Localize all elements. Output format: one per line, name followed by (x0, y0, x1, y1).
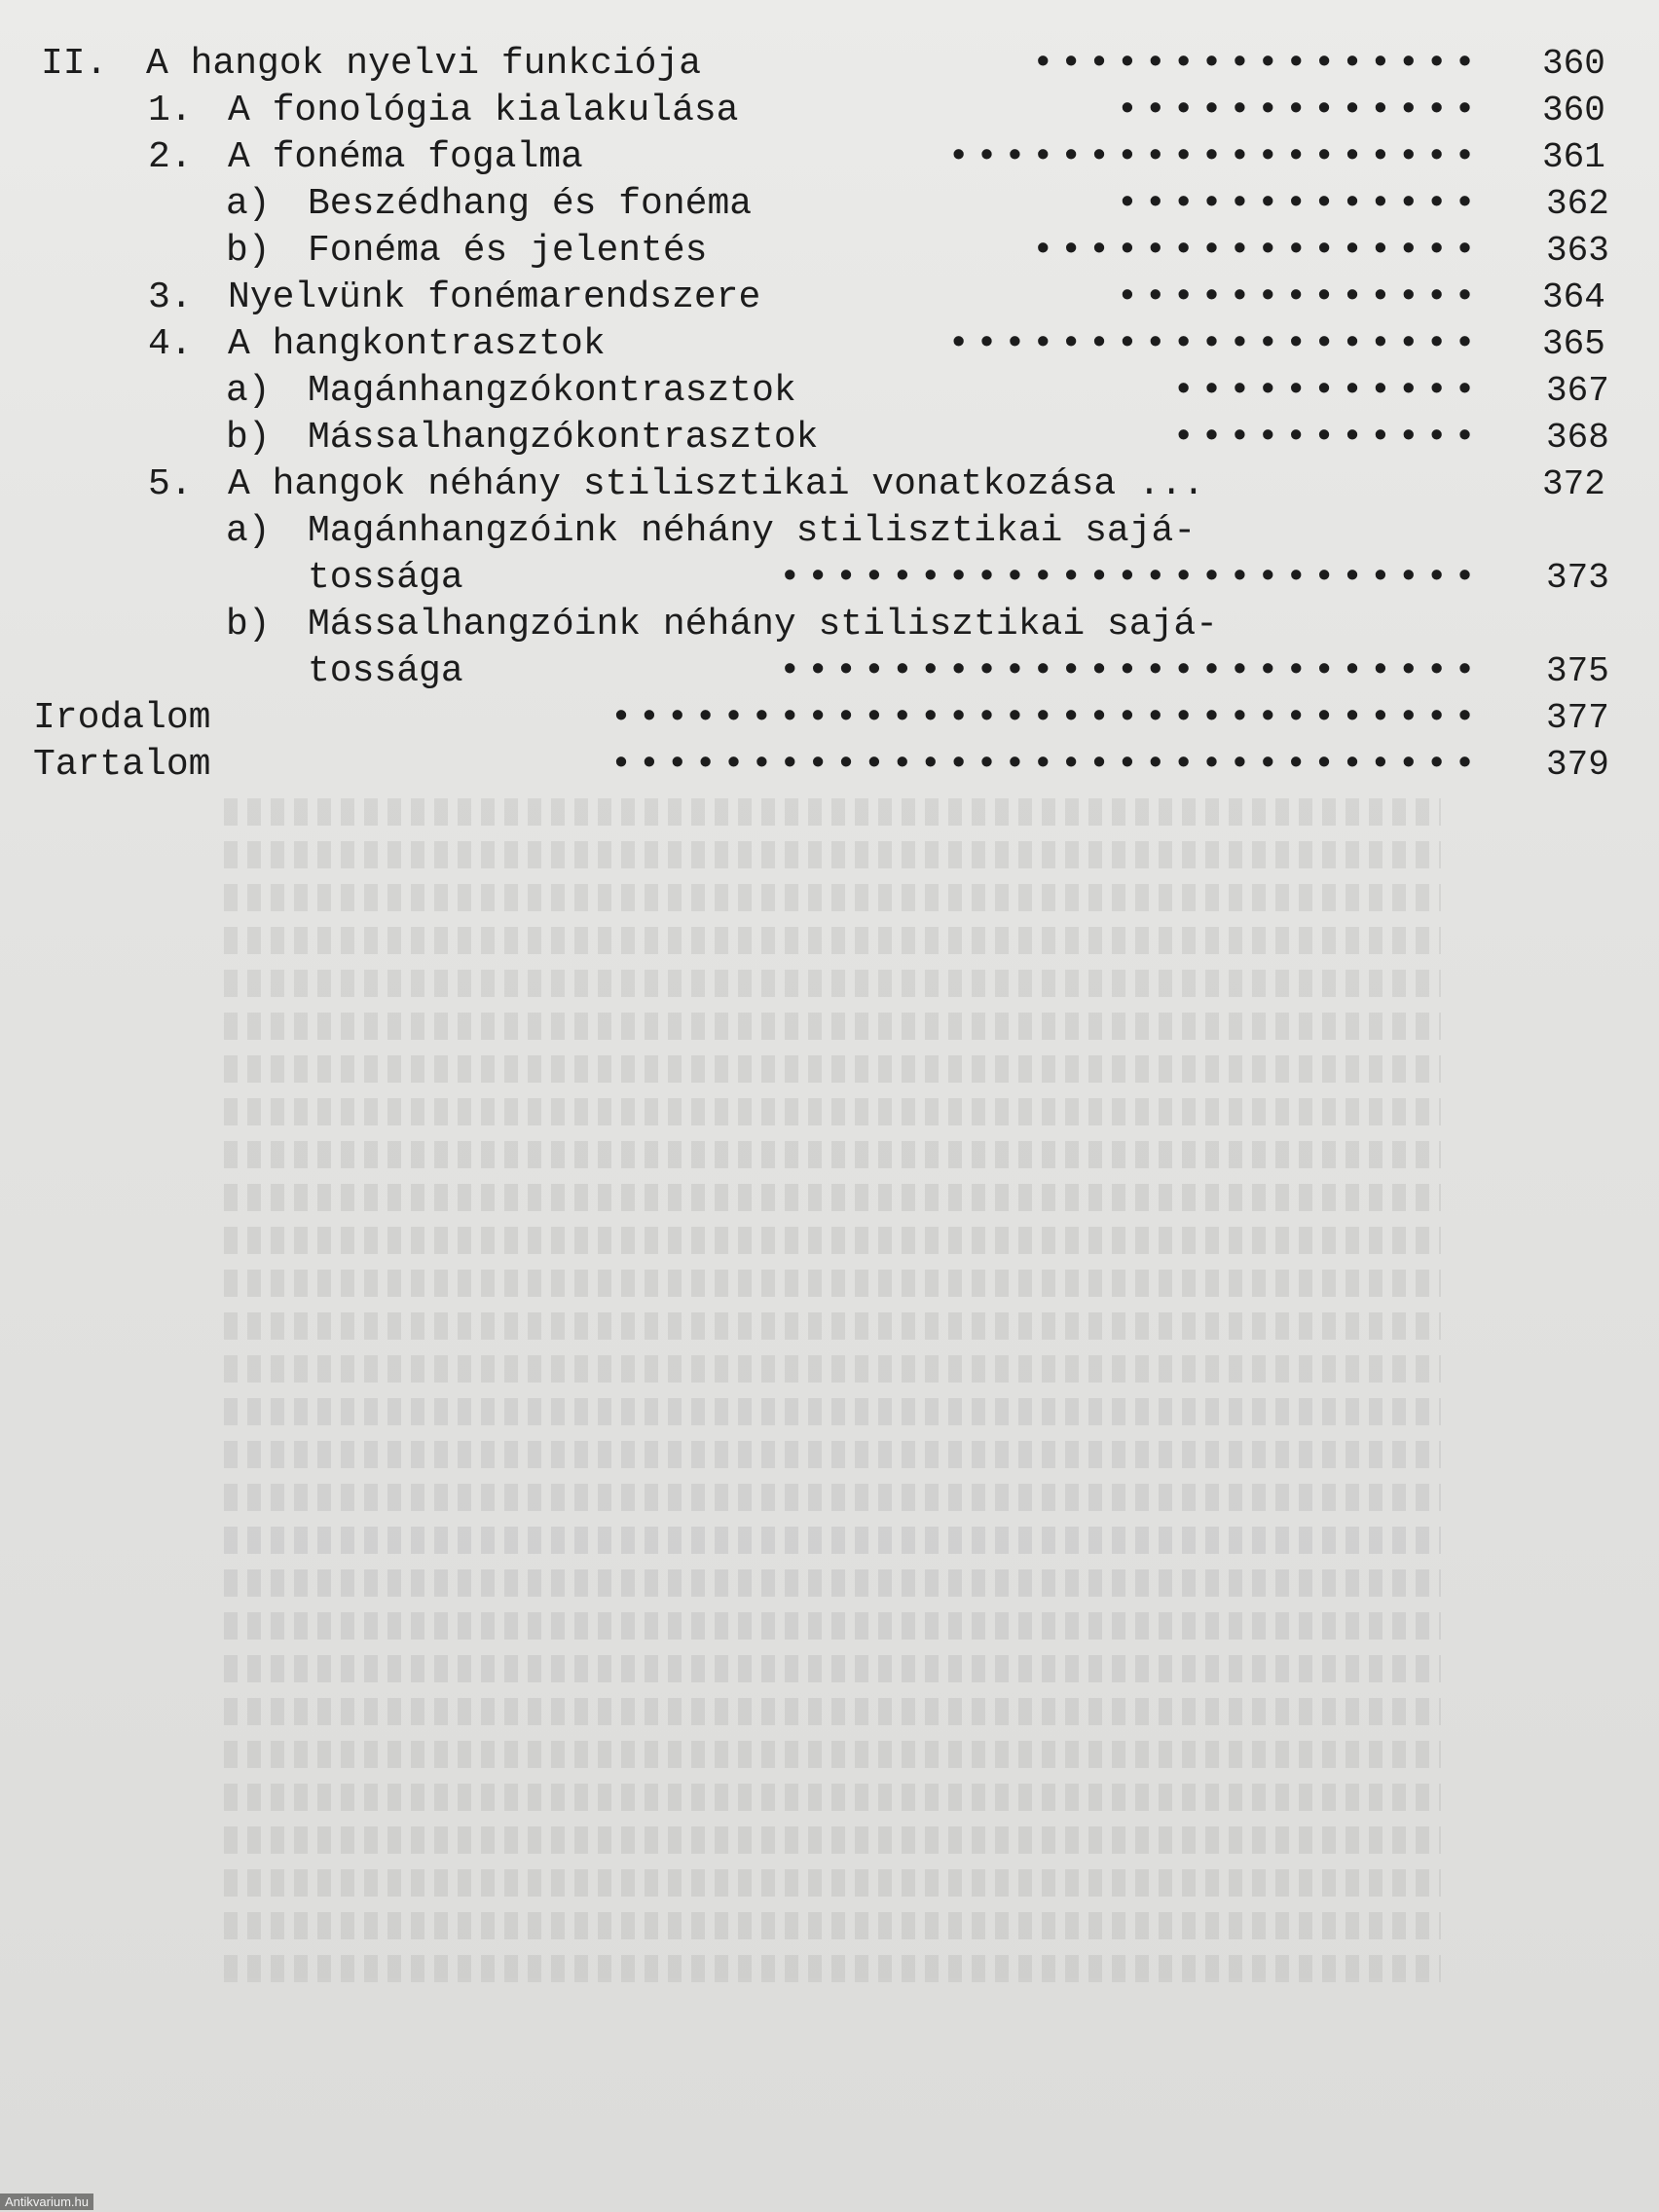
toc-entry (226, 183, 1659, 226)
toc-dot-leader: •••••••••••••••• (1031, 43, 1482, 85)
toc-entry (33, 744, 1659, 787)
toc-entry-number: 2. (148, 136, 193, 178)
show-through-text (224, 798, 1441, 2064)
toc-dot-leader: ••••••••••••••••••• (947, 323, 1482, 365)
toc-entry-number: 3. (148, 276, 193, 318)
toc-dot-leader: ••••••••••••• (1116, 276, 1482, 318)
toc-dot-leader: ••••••••••• (1172, 417, 1482, 459)
toc-entry (226, 230, 1659, 273)
toc-entry-title: Nyelvünk fonémarendszere (228, 276, 761, 318)
toc-entry-title: Magánhangzókontrasztok (308, 370, 796, 412)
toc-entry-title: tossága (308, 650, 463, 692)
toc-entry (148, 136, 1659, 179)
toc-entry (148, 463, 1659, 506)
toc-entry (226, 417, 1659, 460)
toc-dot-leader: ••••••••••••••••••••••••••••••• (609, 697, 1482, 739)
toc-entry-title: Beszédhang és fonéma (308, 183, 753, 225)
toc-entry-page: 361 (1542, 137, 1605, 177)
toc-entry-number: 1. (148, 90, 193, 131)
toc-dot-leader: ••••••••••••••••••••••••• (778, 557, 1482, 599)
toc-entry (148, 90, 1659, 132)
toc-entry-title: A fonéma fogalma (228, 136, 583, 178)
toc-entry-page: 360 (1542, 91, 1605, 130)
toc-entry-title: A hangkontrasztok (228, 323, 606, 365)
toc-entry-page: 375 (1546, 651, 1609, 691)
toc-entry-title: Irodalom (33, 697, 211, 739)
toc-entry-number: a) (226, 370, 271, 412)
toc-entry-number: 5. (148, 463, 193, 505)
toc-entry (226, 557, 1659, 600)
toc-entry (226, 604, 1659, 646)
toc-entry (148, 323, 1659, 366)
toc-entry-title: Mássalhangzókontrasztok (308, 417, 819, 459)
toc-entry (226, 370, 1659, 413)
toc-entry (148, 276, 1659, 319)
toc-entry (33, 697, 1659, 740)
toc-entry-title: tossága (308, 557, 463, 599)
toc-dot-leader: •••••••••••••••• (1031, 230, 1482, 272)
toc-entry-page: 373 (1546, 558, 1609, 598)
toc-entry-title: Mássalhangzóink néhány stilisztikai sajá- (308, 604, 1218, 645)
toc-entry-page: 363 (1546, 231, 1609, 271)
toc-entry-number: a) (226, 510, 271, 552)
toc-entry-number: b) (226, 230, 271, 272)
toc-entry-page: 377 (1546, 698, 1609, 738)
toc-dot-leader: ••••••••••••••••••••••••• (778, 650, 1482, 692)
toc-entry (41, 43, 1659, 86)
toc-entry (226, 650, 1659, 693)
toc-entry-page: 360 (1542, 44, 1605, 84)
toc-dot-leader: ••••••••••••• (1116, 90, 1482, 131)
toc-entry-title: A fonológia kialakulása (228, 90, 739, 131)
toc-entry-title: Tartalom (33, 744, 211, 786)
toc-dot-leader: ••••••••••• (1172, 370, 1482, 412)
toc-entry (226, 510, 1659, 553)
toc-entry-page: 368 (1546, 418, 1609, 458)
toc-entry-title: A hangok nyelvi funkciója (146, 43, 702, 85)
toc-entry-page: 379 (1546, 745, 1609, 785)
toc-entry-number: a) (226, 183, 271, 225)
toc-entry-page: 364 (1542, 277, 1605, 317)
toc-dot-leader: ••••••••••••• (1116, 183, 1482, 225)
toc-entry-page: 367 (1546, 371, 1609, 411)
toc-entry-title: Fonéma és jelentés (308, 230, 708, 272)
toc-entry-page: 365 (1542, 324, 1605, 364)
toc-entry-page: 362 (1546, 184, 1609, 224)
toc-entry-number: b) (226, 417, 271, 459)
toc-entry-title: A hangok néhány stilisztikai vonatkozása ... (228, 463, 1205, 505)
toc-dot-leader: ••••••••••••••••••••••••••••••• (609, 744, 1482, 786)
toc-entry-number: II. (41, 43, 108, 85)
toc-dot-leader: ••••••••••••••••••• (947, 136, 1482, 178)
toc-entry-number: b) (226, 604, 271, 645)
toc-entry-number: 4. (148, 323, 193, 365)
toc-entry-title: Magánhangzóink néhány stilisztikai sajá- (308, 510, 1197, 552)
watermark: Antikvarium.hu (0, 2194, 93, 2210)
toc-entry-page: 372 (1542, 464, 1605, 504)
